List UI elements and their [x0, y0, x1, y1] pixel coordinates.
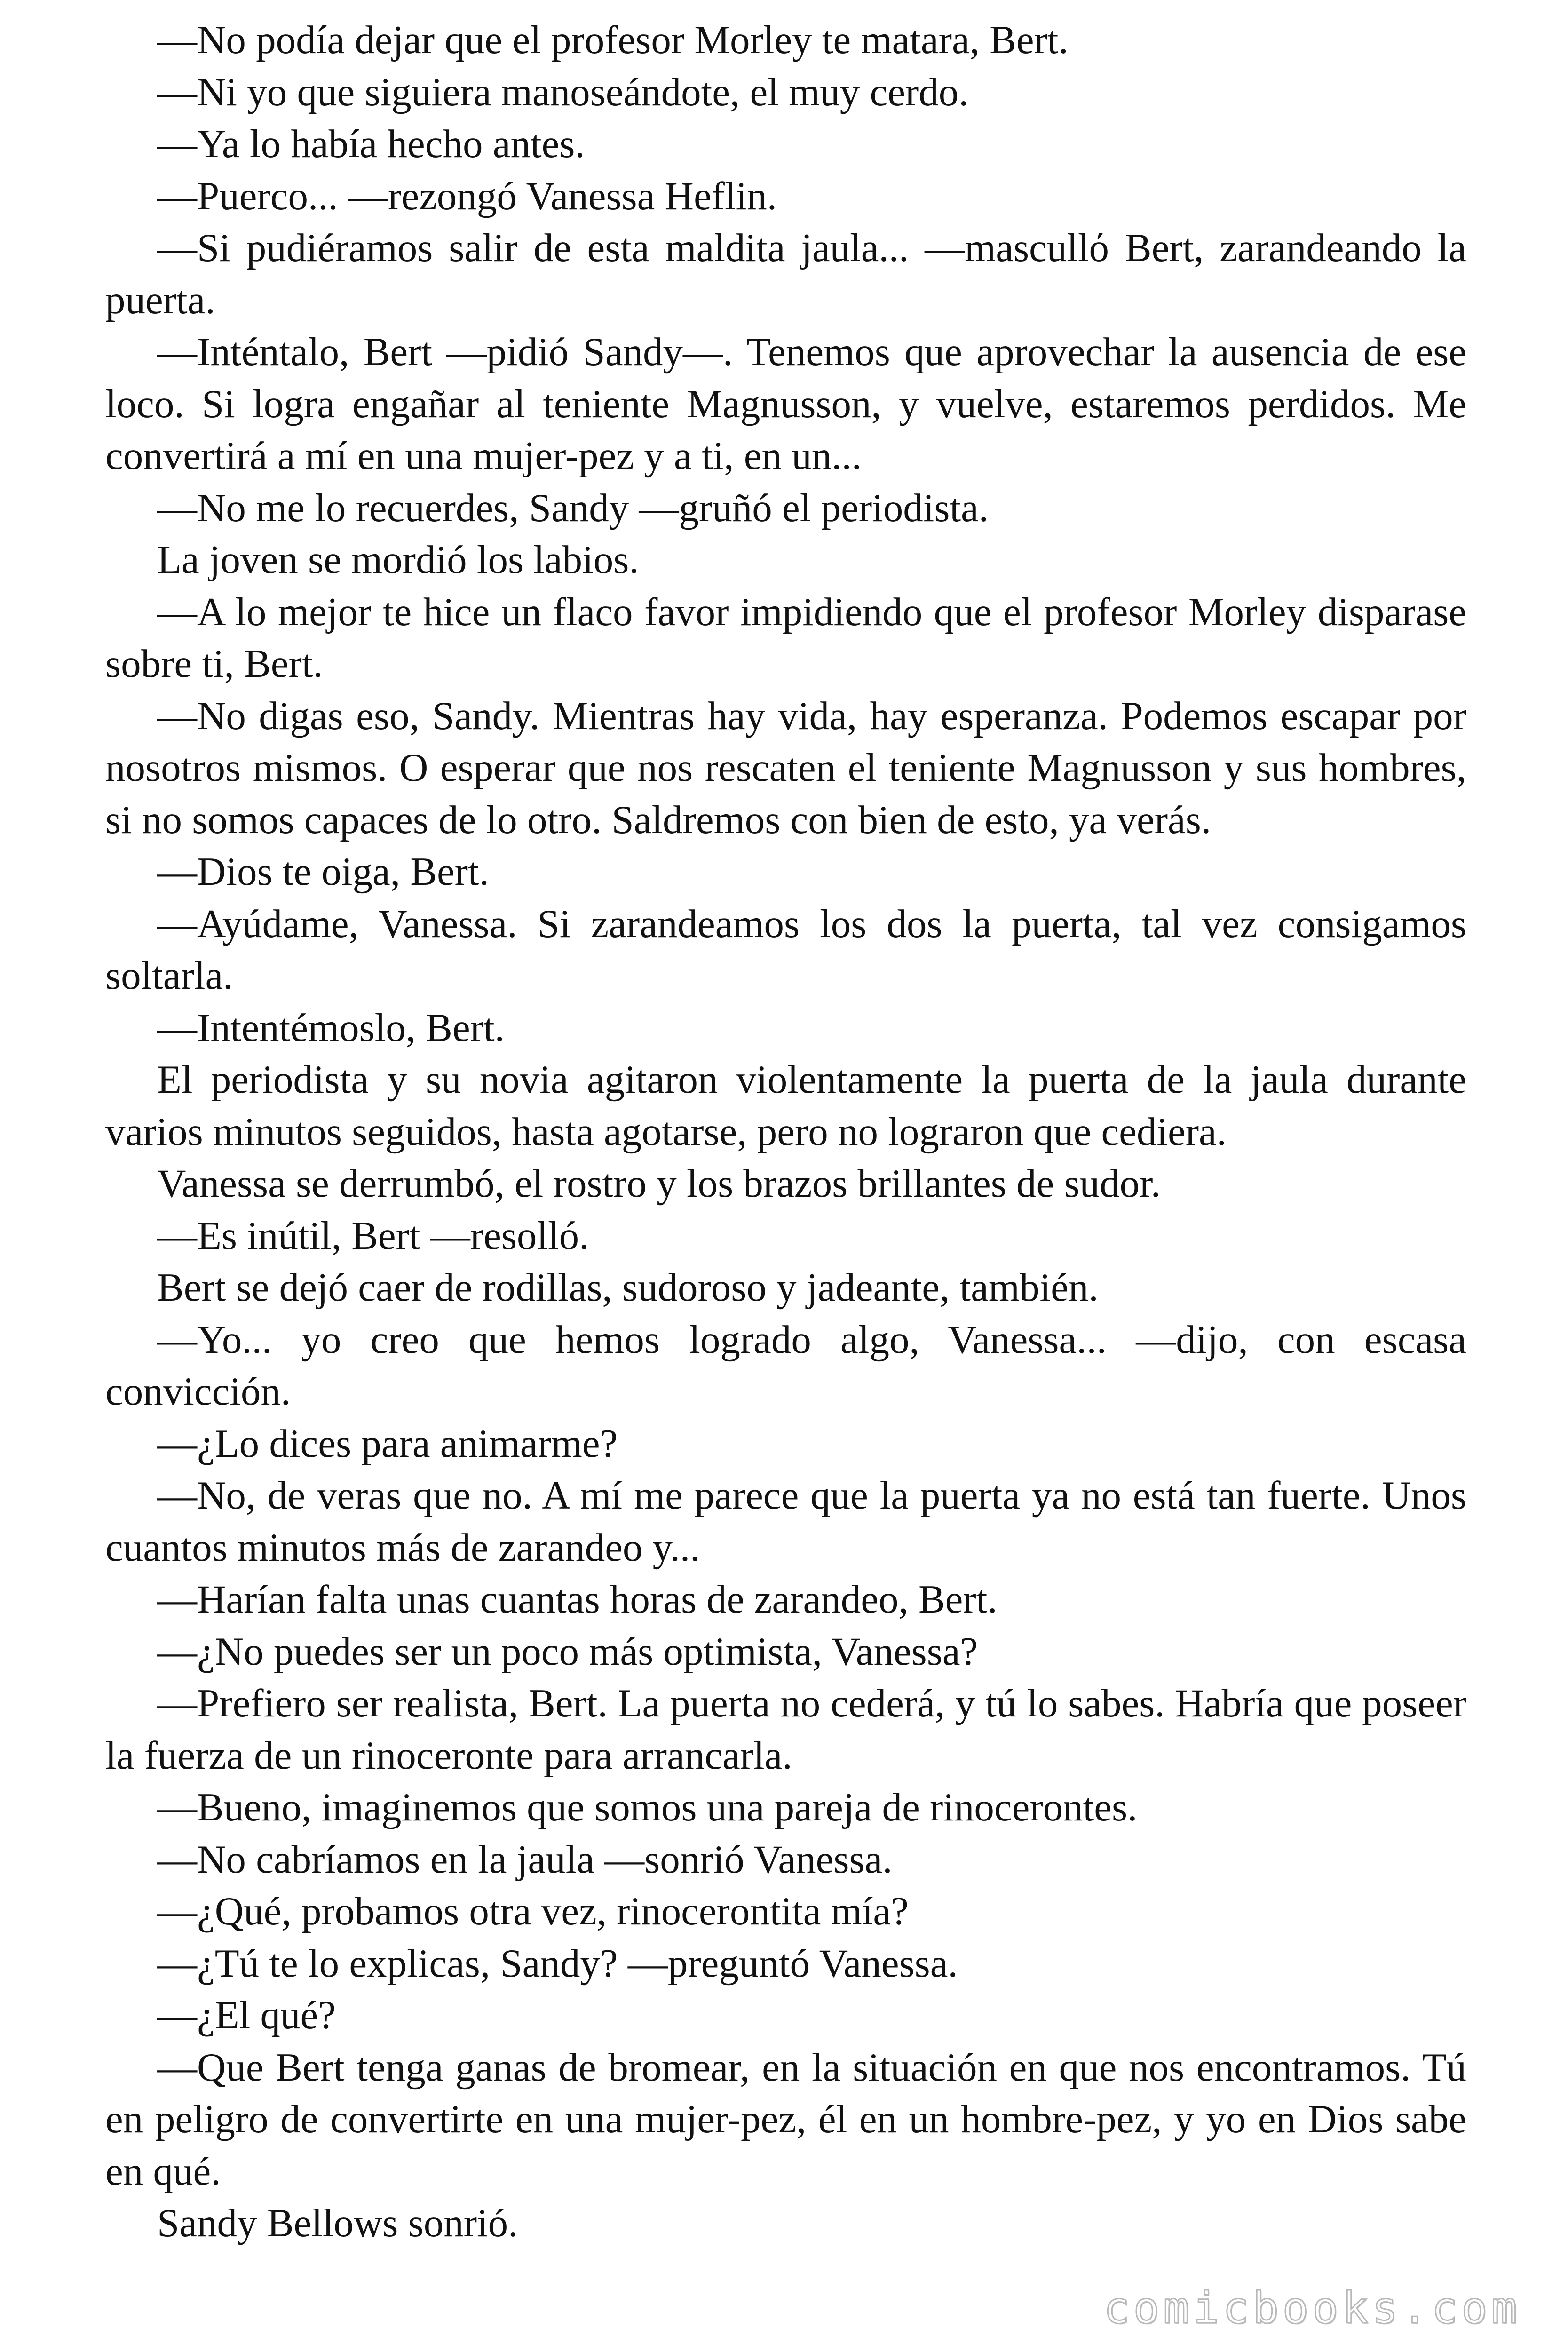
- paragraph-20: —No, de veras que no. A mí me parece que la puerta ya no está tan fuerte. Unos cuantos minutos más de zarandeo y...: [105, 1473, 1466, 1570]
- paragraph-22: —¿No puedes ser un poco más optimista, Vanessa?: [157, 1629, 978, 1674]
- paragraph-3: —Ya lo había hecho antes.: [157, 122, 585, 166]
- paragraph-8: La joven se mordió los labios.: [157, 538, 639, 582]
- paragraph-9: —A lo mejor te hice un flaco favor impidiendo que el profesor Morley disparase sobre ti, Bert.: [105, 589, 1466, 686]
- paragraph-26: —¿Qué, probamos otra vez, rinocerontita mía?: [157, 1889, 909, 1933]
- paragraph-12: —Ayúdame, Vanessa. Si zarandeamos los dos la puerta, tal vez consigamos soltarla.: [105, 901, 1466, 998]
- paragraph-4: —Puerco... —rezongó Vanessa Heflin.: [157, 174, 777, 218]
- paragraph-11: —Dios te oiga, Bert.: [157, 850, 489, 894]
- watermark: comicbooks.com: [1103, 2283, 1521, 2333]
- paragraph-1: —No podía dejar que el profesor Morley te matara, Bert.: [157, 18, 1069, 62]
- paragraph-23: —Prefiero ser realista, Bert. La puerta no cederá, y tú lo sabes. Habría que poseer la fuerza de un rinoceronte para arrancarla.: [105, 1681, 1466, 1778]
- paragraph-16: —Es inútil, Bert —resolló.: [157, 1213, 589, 1258]
- paragraph-17: Bert se dejó caer de rodillas, sudoroso y jadeante, también.: [157, 1265, 1099, 1310]
- paragraph-5: —Si pudiéramos salir de esta maldita jaula... —mascullό Bert, zarandeando la puerta.: [105, 226, 1466, 322]
- paragraph-13: —Intentémoslo, Bert.: [157, 1005, 505, 1050]
- paragraph-27: —¿Tú te lo explicas, Sandy? —preguntó Vanessa.: [157, 1941, 958, 1986]
- paragraph-19: —¿Lo dices para animarme?: [157, 1421, 618, 1466]
- paragraph-29: —Que Bert tenga ganas de bromear, en la situación en que nos encontramos. Tú en peligro de convertirte en una mujer-pez, él en un hombre-pez, y yo en Dios sabe en qué.: [105, 2045, 1466, 2193]
- paragraph-30: Sandy Bellows sonrió.: [157, 2201, 518, 2245]
- paragraph-25: —No cabríamos en la jaula —sonrió Vanessa.: [157, 1837, 893, 1882]
- paragraph-2: —Ni yo que siguiera manoseándote, el muy cerdo.: [157, 70, 969, 114]
- paragraph-15: Vanessa se derrumbó, el rostro y los brazos brillantes de sudor.: [157, 1161, 1161, 1206]
- paragraph-10: —No digas eso, Sandy. Mientras hay vida, hay esperanza. Podemos escapar por nosotros mismos. O esperar que nos rescaten el teniente Magnusson y sus hombres, si no somos capaces de lo otro. Saldremos con bien de esto, ya verás.: [105, 693, 1466, 842]
- paragraph-18: —Yo... yo creo que hemos logrado algo, Vanessa... —dijo, con escasa convicción.: [105, 1317, 1466, 1414]
- page-body: [105, 14, 1466, 2249]
- paragraph-24: —Bueno, imaginemos que somos una pareja de rinocerontes.: [157, 1785, 1138, 1829]
- paragraph-14: El periodista y su novia agitaron violentamente la puerta de la jaula durante varios minutos seguidos, hasta agotarse, pero no lograron que cediera.: [105, 1057, 1466, 1154]
- paragraph-28: —¿El qué?: [157, 1993, 336, 2037]
- paragraph-7: —No me lo recuerdes, Sandy —gruñó el periodista.: [157, 485, 989, 530]
- paragraph-6: —Inténtalo, Bert —pidió Sandy—. Tenemos que aprovechar la ausencia de ese loco. Si logra engañar al teniente Magnusson, y vuelve, estaremos perdidos. Me convertirá a mí en una mujer-pez y a ti, en un...: [105, 330, 1466, 478]
- paragraph-21: —Harían falta unas cuantas horas de zarandeo, Bert.: [157, 1577, 998, 1621]
